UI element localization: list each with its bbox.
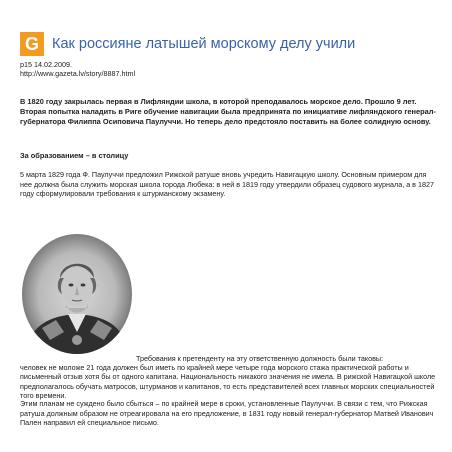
article-paragraph-1: 5 марта 1829 года Ф. Паулуччи предложил Рижской ратуше вновь учредить Навигацкую школу. Основным примером для нее должна была служить морская школа города Любека: в ней в 1819 году утвердили образец судового журнала, а в 1827 году сформулировали требования к штурманскому экзамену. <box>20 170 434 199</box>
requirements-intro: Требования к претенденту на эту ответственную должность были таковы: <box>136 354 384 363</box>
article-header <box>20 32 355 56</box>
portrait-image <box>20 232 134 356</box>
article-lead: В 1820 году закрылась первая в Лифляндии школа, в которой преподавалось морское дело. Прошло 9 лет. Вторая попытка наладить в Риге обучение навигации была предпринята по инициативе лифляндского генерал-губернатора Филиппа Осиповича Паулуччи. Но теперь дело предстояло поставить на более солидную основу. <box>20 97 436 126</box>
article-meta <box>20 60 135 78</box>
portrait-engraving <box>20 232 134 356</box>
article-date: p15 14.02.2009. <box>20 60 72 69</box>
requirements-text: человек не моложе 21 года должен был иметь по крайней мере четыре года морского стажа практической работы и письменный отзыв хотя бы от одного капитана. Национальность никакого значения не имела. В рижской Навигацкой школе предполагалось обучать матросов, штурманов и капитанов, то есть представителей всех главных морских специальностей того времени. <box>20 363 436 401</box>
article-title: Как россияне латышей морскому делу учили <box>52 36 356 52</box>
article-source-link[interactable]: http://www.gazeta.lv/story/8887.html <box>20 69 136 78</box>
section-heading: За образованием – в столицу <box>20 151 129 160</box>
gazeta-logo[interactable]: G <box>20 32 44 56</box>
article-paragraph-3: Этим планам не суждено было сбыться – по крайней мере в сроки, установленные Паулуччи. В связи с тем, что Рижская ратуша должным образом не отреагировала на его предложение, в 1831 году новый генерал-губернатор Матвей Иванович Пален направил ей специальное письмо. <box>20 399 434 428</box>
